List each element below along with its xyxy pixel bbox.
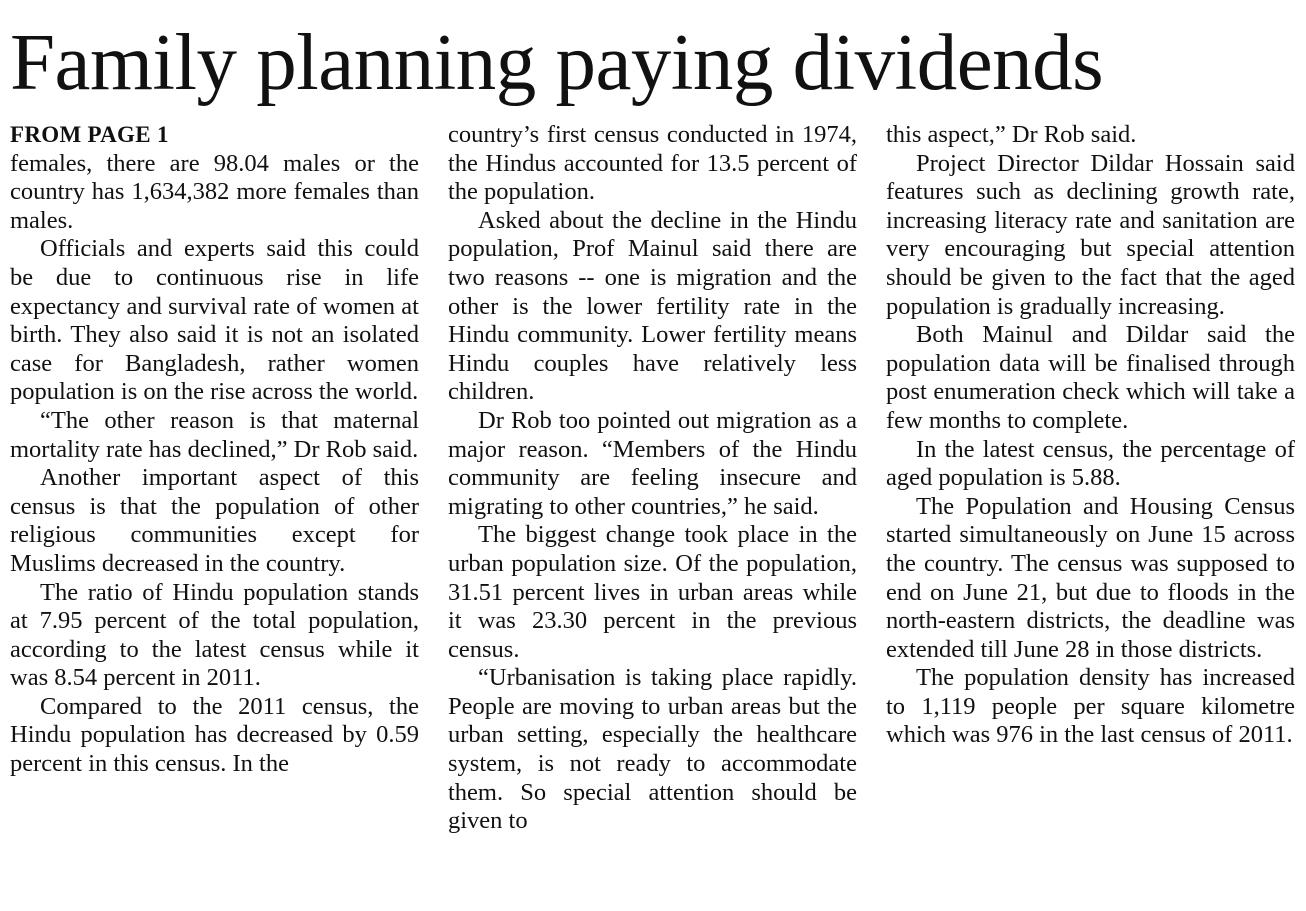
paragraph: “Urbanisation is taking place rapidly. People are moving to urban areas but the urban setting, especially the healthcare system, is not ready to accommodate them. So special attention should be given to — [448, 664, 857, 835]
paragraph: Dr Rob too pointed out migration as a major reason. “Members of the Hindu community are feeling insecure and migrating to other countries,” he said. — [448, 406, 857, 520]
paragraph: Both Mainul and Dildar said the population data will be finalised through post enumeration check which will take a few months to complete. — [886, 321, 1295, 434]
paragraph: The ratio of Hindu population stands at 7.95 percent of the total population, according to the latest census while it was 8.54 percent in 2011. — [10, 578, 419, 692]
paragraph: In the latest census, the percentage of aged population is 5.88. — [886, 435, 1295, 492]
paragraph: The Population and Housing Census started simultaneously on June 15 across the country. The census was supposed to end on June 21, but due to floods in the north-eastern districts, the deadline was extended till June 28 in those districts. — [886, 492, 1295, 663]
paragraph: this aspect,” Dr Rob said. — [886, 121, 1137, 148]
paragraph: The biggest change took place in the urban population size. Of the population, 31.51 percent lives in urban areas while it was 23.30 percent in the previous census. — [448, 521, 857, 663]
article-column-2 — [448, 121, 857, 836]
article-column-1 — [10, 121, 419, 779]
paragraph: Officials and experts said this could be due to continuous rise in life expectancy and survival rate of women at birth. They also said it is not an isolated case for Bangladesh, rather women population is on the rise across the world. — [10, 235, 419, 406]
continuation-kicker: FROM PAGE 1 — [10, 122, 169, 147]
paragraph: Project Director Dildar Hossain said features such as declining growth rate, increasing literacy rate and sanitation are very encouraging but special attention should be given to the fact that the aged population is gradually increasing. — [886, 149, 1295, 320]
paragraph: females, there are 98.04 males or the country has 1,634,382 more females than males. — [10, 149, 419, 234]
paragraph: Asked about the decline in the Hindu population, Prof Mainul said there are two reasons -- one is migration and the other is the lower fertility rate in the Hindu community. Lower fertility means Hindu couples have relatively less children. — [448, 206, 857, 406]
paragraph: The population density has increased to 1,119 people per square kilometre which was 976 in the last census of 2011. — [886, 664, 1295, 749]
paragraph: country’s first census conducted in 1974, the Hindus accounted for 13.5 percent of the population. — [448, 121, 857, 206]
paragraph: Another important aspect of this census is that the population of other religious communities except for Muslims decreased in the country. — [10, 464, 419, 577]
headline: Family planning paying dividends — [10, 17, 1104, 107]
article-column-3 — [886, 121, 1295, 750]
paragraph: Compared to the 2011 census, the Hindu population has decreased by 0.59 percent in this census. In the — [10, 692, 419, 778]
paragraph: “The other reason is that maternal mortality rate has declined,” Dr Rob said. — [10, 406, 419, 463]
